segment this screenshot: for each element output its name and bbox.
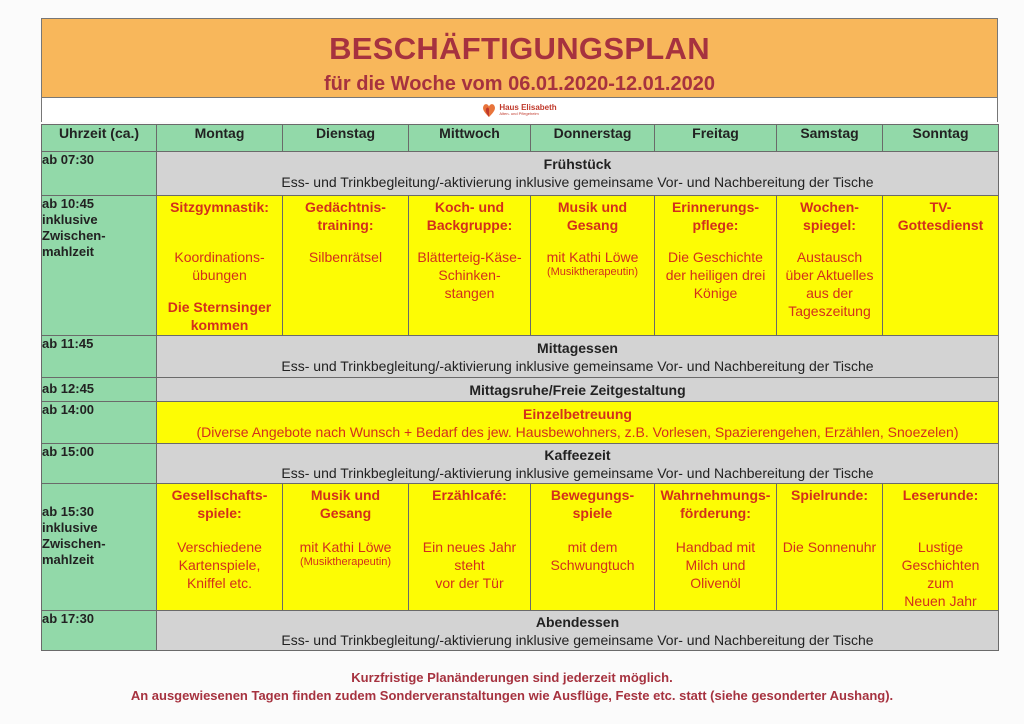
plan-header	[41, 18, 998, 98]
activity-sunday-morning	[883, 196, 999, 336]
time-cell: ab 17:30	[42, 611, 157, 651]
special-event: kommen	[190, 317, 249, 333]
activity-detail: Kniffel etc.	[186, 575, 253, 591]
activity-detail: mit Kathi Löwe	[299, 539, 392, 555]
row-morning	[42, 196, 999, 336]
special-event: Die Sternsinger	[167, 299, 272, 315]
time-line: inklusive	[42, 520, 98, 535]
activity-detail: übungen	[192, 267, 247, 283]
day-header-monday: Montag	[157, 125, 283, 152]
activity-detail: stangen	[444, 285, 495, 301]
page-title: BESCHÄFTIGUNGSPLAN	[329, 31, 710, 66]
fruehstueck-text: Ess- und Trinkbegleitung/-aktivierung inklusive gemeinsame Vor- und Nachbereitung der Tische	[281, 174, 874, 190]
logo-name: Haus Elisabeth	[499, 103, 557, 112]
activity-title: Sitzgymnastik:	[170, 199, 269, 215]
activity-wednesday-afternoon	[409, 484, 531, 611]
activity-title: Wochen-	[800, 199, 859, 215]
kaffeezeit-cell	[157, 444, 999, 484]
time-column-header: Uhrzeit (ca.)	[42, 125, 157, 152]
time-line: inklusive	[42, 212, 98, 227]
activity-detail: mit Kathi Löwe	[546, 249, 639, 265]
activity-detail: Handbad mit	[675, 539, 756, 555]
activity-detail: mit dem	[567, 539, 618, 555]
activity-tuesday-afternoon	[283, 484, 409, 611]
logo	[482, 102, 556, 118]
activity-detail: Geschichten	[901, 557, 980, 573]
activity-title: Gesang	[319, 505, 372, 521]
time-line: ab 10:45	[42, 196, 95, 211]
activity-title: Gottesdienst	[897, 217, 984, 233]
time-line: mahlzeit	[42, 244, 95, 259]
activity-title: Musik und	[557, 199, 628, 215]
fruehstueck-cell	[157, 152, 999, 196]
activity-detail: vor der Tür	[435, 575, 504, 591]
time-cell-afternoon	[42, 484, 157, 611]
activity-detail: zum	[927, 575, 954, 591]
logo-subtext: Alten- und Pflegeheim	[499, 111, 539, 116]
footer-note-2: An ausgewiesenen Tagen finden zudem Sonderveranstaltungen wie Ausflüge, Feste etc. statt (siehe gesonderter Aushang).	[130, 688, 894, 703]
activity-title: förderung:	[680, 505, 751, 521]
activity-friday-morning	[655, 196, 777, 336]
activity-note: (Musiktherapeutin)	[546, 266, 639, 278]
activity-detail: Kartenspiele,	[178, 557, 261, 573]
day-header-thursday: Donnerstag	[531, 125, 655, 152]
activity-wednesday-morning	[409, 196, 531, 336]
activity-title: Erzählcafé:	[432, 487, 507, 503]
activity-title: spiegel:	[803, 217, 856, 233]
activity-title: Bewegungs-	[550, 487, 635, 503]
time-cell: ab 07:30	[42, 152, 157, 196]
abendessen-title: Abendessen	[535, 614, 620, 630]
header-row	[42, 125, 999, 152]
activity-detail: Könige	[693, 285, 738, 301]
einzelbetreuung-text: (Diverse Angebote nach Wunsch + Bedarf des jew. Hausbewohners, z.B. Vorlesen, Spazierengehen, Erzählen, Snoezelen)	[196, 424, 959, 440]
activity-detail: Olivenöl	[690, 575, 741, 591]
time-cell: ab 12:45	[42, 378, 157, 402]
abendessen-cell	[157, 611, 999, 651]
activity-detail: Tageszeitung	[788, 303, 871, 319]
time-line: Zwischen-	[42, 228, 106, 243]
row-afternoon	[42, 484, 999, 611]
activity-detail: über Aktuelles	[785, 267, 874, 283]
activity-sunday-afternoon	[883, 484, 999, 611]
activity-title: Backgruppe:	[426, 217, 513, 233]
activity-detail: Verschiedene	[177, 539, 262, 555]
time-cell-morning	[42, 196, 157, 336]
time-cell: ab 11:45	[42, 336, 157, 378]
activity-title: Erinnerungs-	[671, 199, 760, 215]
row-mittagsruhe	[42, 378, 999, 402]
kaffeezeit-text: Ess- und Trinkbegleitung/-aktivierung inklusive gemeinsame Vor- und Nachbereitung der Tische	[281, 465, 874, 481]
time-line: Zwischen-	[42, 536, 106, 551]
mittagessen-cell	[157, 336, 999, 378]
activity-title: Leserunde:	[902, 487, 979, 503]
mittagessen-text: Ess- und Trinkbegleitung/-aktivierung inklusive gemeinsame Vor- und Nachbereitung der Tische	[281, 358, 874, 374]
activity-title: training:	[317, 217, 374, 233]
row-einzelbetreuung	[42, 402, 999, 444]
mittagessen-title: Mittagessen	[537, 340, 618, 356]
mittagsruhe-title: Mittagsruhe/Freie Zeitgestaltung	[469, 381, 686, 398]
row-abendessen	[42, 611, 999, 651]
activity-title: TV-	[929, 199, 952, 215]
activity-monday-afternoon	[157, 484, 283, 611]
activity-detail: Silbenrätsel	[308, 249, 383, 265]
activity-detail: Schwungtuch	[550, 557, 635, 573]
mittagsruhe-cell	[157, 378, 999, 402]
activity-title: Gedächtnis-	[305, 199, 386, 215]
activity-detail: steht	[454, 557, 485, 573]
activity-detail: Austausch	[796, 249, 863, 265]
time-cell: ab 15:00	[42, 444, 157, 484]
schedule-table	[41, 124, 999, 651]
row-mittagessen	[42, 336, 999, 378]
activity-monday-morning	[157, 196, 283, 336]
time-line: ab 15:30	[42, 504, 95, 519]
day-header-saturday: Samstag	[777, 125, 883, 152]
time-line: mahlzeit	[42, 552, 95, 567]
activity-title: spiele	[572, 505, 613, 521]
activity-detail: der heiligen drei	[665, 267, 766, 283]
activity-title: Spielrunde:	[790, 487, 868, 503]
activity-friday-afternoon	[655, 484, 777, 611]
row-fruehstueck	[42, 152, 999, 196]
activity-detail: aus der	[806, 285, 853, 301]
activity-detail: Lustige	[917, 539, 964, 555]
activity-title: Gesellschafts-	[171, 487, 268, 503]
heart-logo-icon	[482, 102, 496, 118]
footer-note-1: Kurzfristige Planänderungen sind jederzeit möglich.	[351, 670, 673, 685]
activity-title: Musik und	[310, 487, 381, 503]
logo-strip	[41, 98, 998, 122]
activity-thursday-morning	[531, 196, 655, 336]
day-header-sunday: Sonntag	[883, 125, 999, 152]
activity-saturday-morning	[777, 196, 883, 336]
time-cell: ab 14:00	[42, 402, 157, 444]
activity-saturday-afternoon	[777, 484, 883, 611]
day-header-friday: Freitag	[655, 125, 777, 152]
activity-detail: Neuen Jahr	[904, 593, 977, 609]
activity-thursday-afternoon	[531, 484, 655, 611]
activity-detail: Die Geschichte	[668, 249, 763, 265]
activity-detail: Die Sonnenuhr	[782, 539, 877, 555]
activity-title: Gesang	[566, 217, 619, 233]
row-kaffeezeit	[42, 444, 999, 484]
day-header-wednesday: Mittwoch	[409, 125, 531, 152]
activity-detail: Milch und	[685, 557, 746, 573]
activity-detail: Koordinations-	[174, 249, 265, 265]
activity-note: (Musiktherapeutin)	[299, 556, 392, 568]
einzelbetreuung-cell	[157, 402, 999, 444]
day-header-tuesday: Dienstag	[283, 125, 409, 152]
activity-title: pflege:	[692, 217, 739, 233]
activity-detail: Blätterteig-Käse-	[417, 249, 522, 265]
einzelbetreuung-title: Einzelbetreuung	[523, 406, 632, 422]
page-subtitle: für die Woche vom 06.01.2020-12.01.2020	[324, 73, 715, 95]
activity-tuesday-morning	[283, 196, 409, 336]
fruehstueck-title: Frühstück	[543, 156, 612, 172]
activity-title: Wahrnehmungs-	[660, 487, 771, 503]
activity-detail: Ein neues Jahr	[422, 539, 517, 555]
activity-title: spiele:	[197, 505, 242, 521]
activity-detail: Schinken-	[438, 267, 501, 283]
kaffeezeit-title: Kaffeezeit	[544, 447, 611, 463]
abendessen-text: Ess- und Trinkbegleitung/-aktivierung inklusive gemeinsame Vor- und Nachbereitung der Tische	[281, 632, 874, 648]
activity-title: Koch- und	[434, 199, 505, 215]
